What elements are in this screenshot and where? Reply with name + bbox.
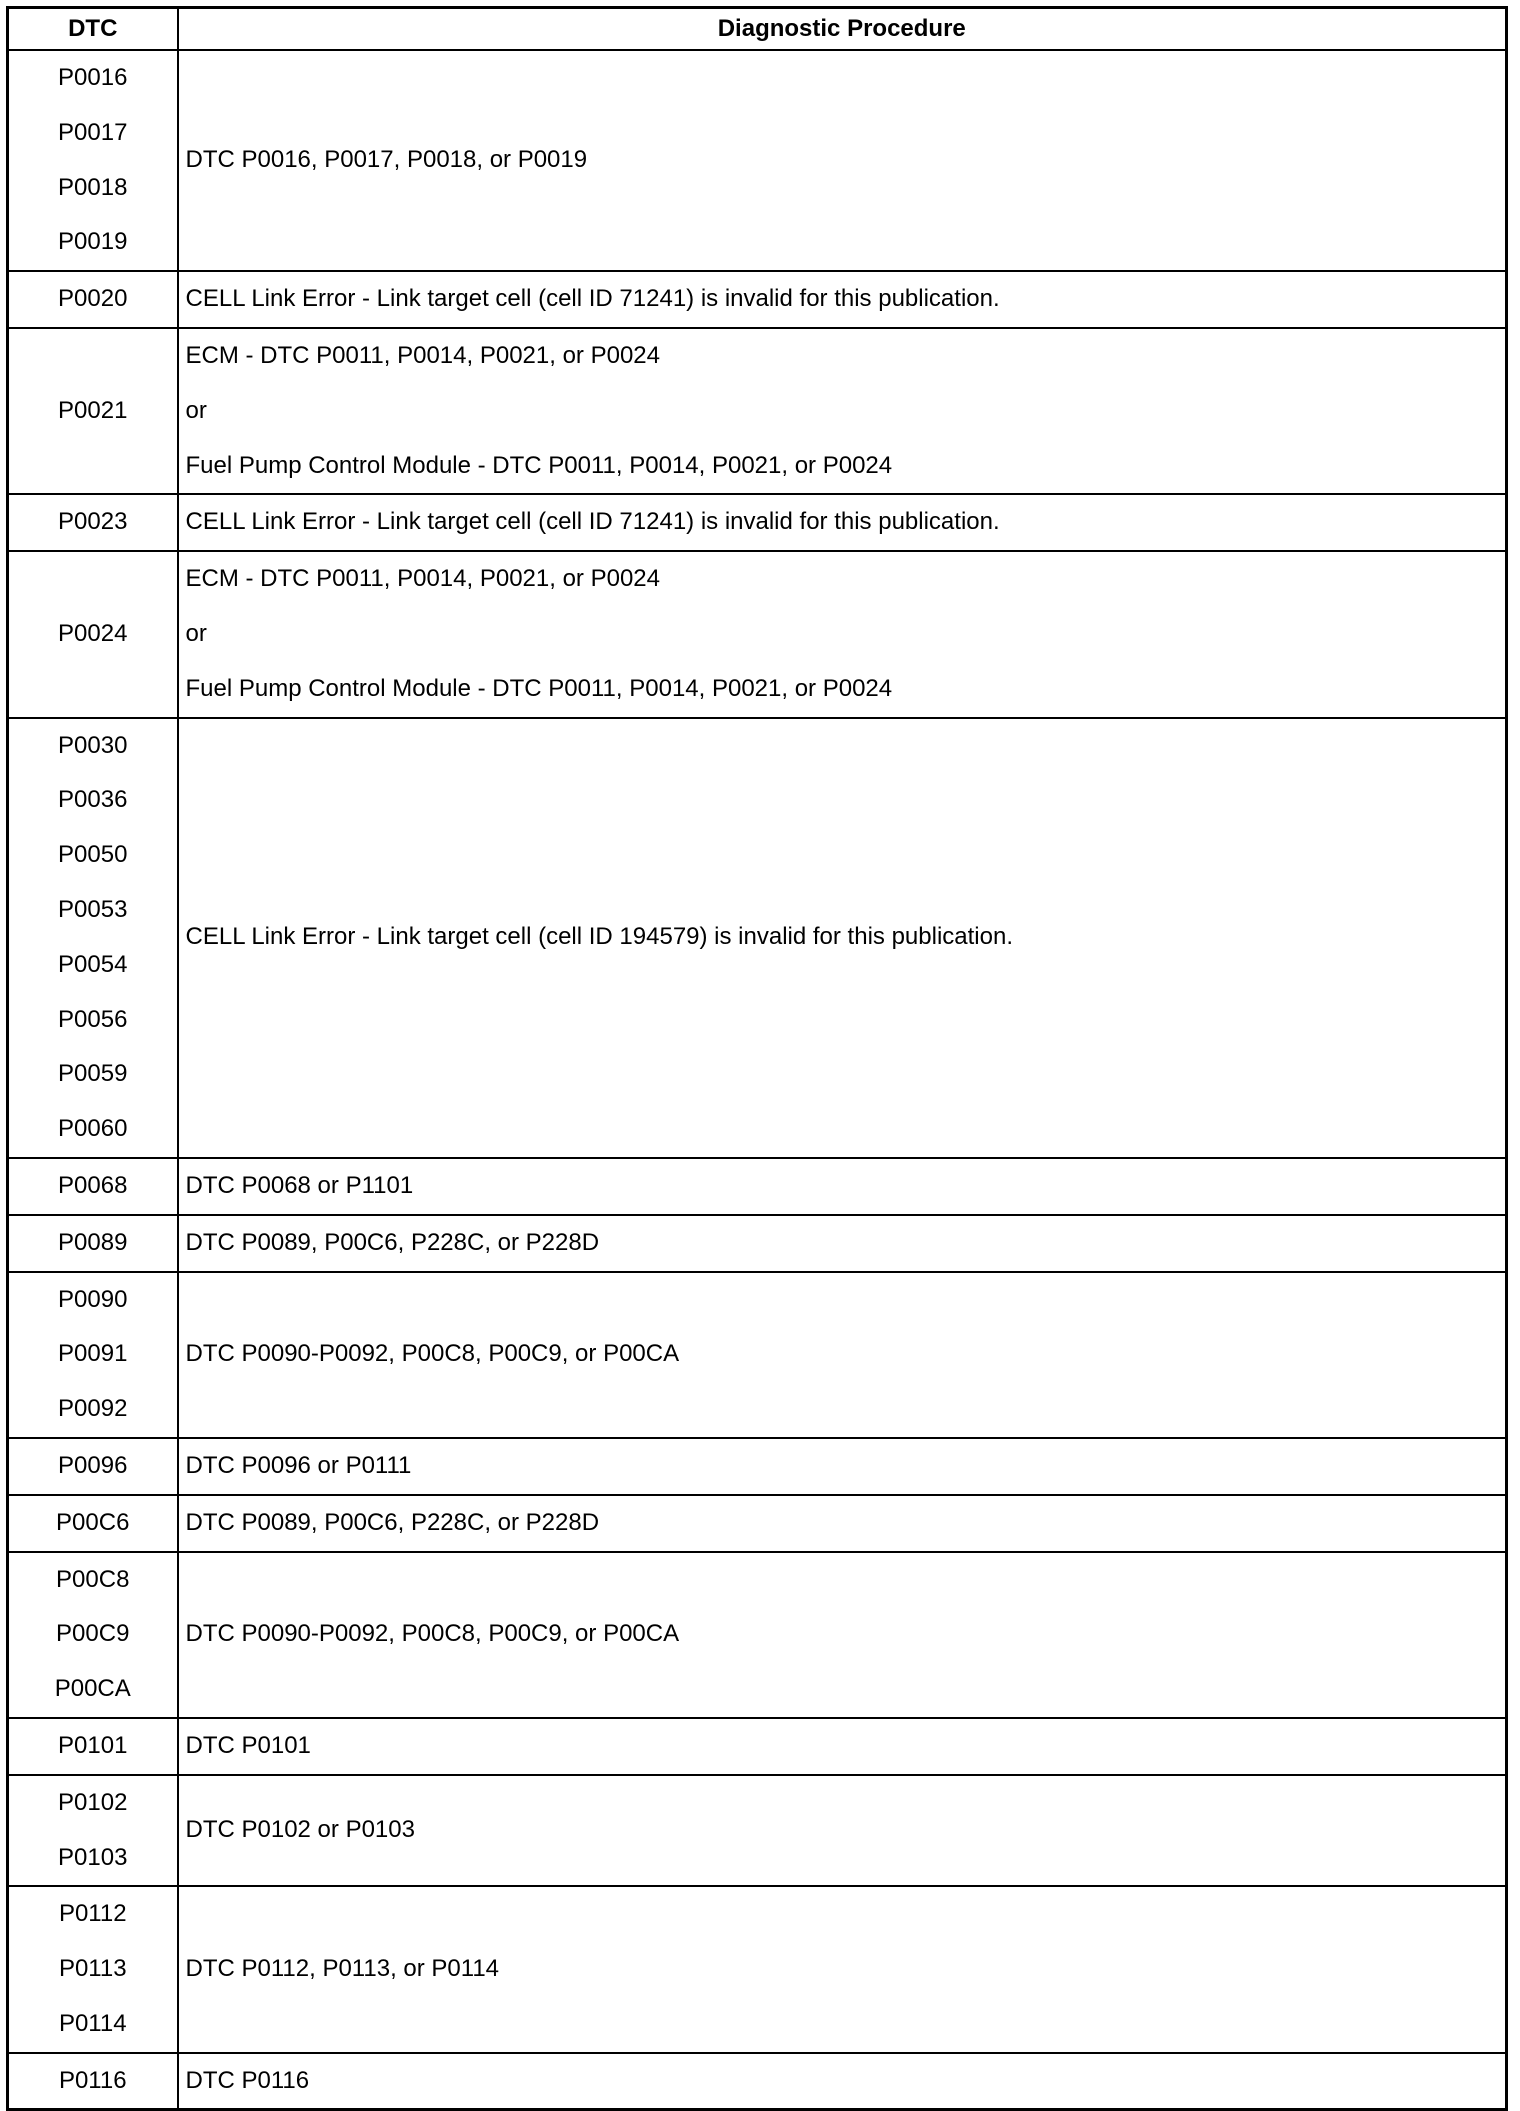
dtc-cell — [8, 1158, 178, 1215]
procedure-cell — [178, 271, 1507, 328]
procedure-cell — [178, 1552, 1507, 1718]
table-row — [8, 1215, 1507, 1272]
dtc-cell — [8, 1438, 178, 1495]
table-row — [8, 1718, 1507, 1775]
dtc-code: P0017 — [58, 118, 128, 146]
procedure-text: DTC P0096 or P0111 — [185, 1451, 412, 1479]
table-row — [8, 1272, 1507, 1438]
dtc-cell — [8, 2053, 178, 2110]
dtc-cell — [8, 50, 178, 271]
dtc-code: P0021 — [58, 396, 128, 424]
procedure-cell — [178, 1272, 1507, 1438]
dtc-code: P0020 — [58, 285, 128, 313]
procedure-cell — [178, 1215, 1507, 1272]
dtc-cell — [8, 1552, 178, 1718]
dtc-cell — [8, 271, 178, 328]
dtc-cell — [8, 718, 178, 1158]
dtc-code: P0019 — [58, 228, 128, 256]
procedure-cell — [178, 1886, 1507, 2052]
dtc-code: P0024 — [58, 619, 128, 647]
procedure-text: ECM - DTC P0011, P0014, P0021, or P0024 — [185, 341, 660, 369]
procedure-cell — [178, 1495, 1507, 1552]
dtc-code: P0054 — [58, 950, 128, 978]
dtc-code: P0089 — [58, 1228, 128, 1256]
header-row — [8, 8, 1507, 51]
procedure-cell — [178, 328, 1507, 494]
procedure-cell — [178, 1718, 1507, 1775]
dtc-code: P00CA — [54, 1675, 131, 1703]
dtc-code: P0050 — [58, 841, 128, 869]
table-row — [8, 1886, 1507, 2052]
dtc-cell — [8, 494, 178, 551]
procedure-cell — [178, 494, 1507, 551]
dtc-table — [6, 6, 1508, 2111]
procedure-text: Fuel Pump Control Module - DTC P0011, P0014, P0021, or P0024 — [185, 451, 893, 479]
procedure-cell — [178, 718, 1507, 1158]
dtc-code: P0056 — [58, 1005, 128, 1033]
procedure-text: CELL Link Error - Link target cell (cell ID 71241) is invalid for this publication. — [185, 508, 1000, 536]
procedure-text: DTC P0016, P0017, P0018, or P0019 — [185, 146, 588, 174]
dtc-code: P0059 — [58, 1060, 128, 1088]
procedure-text: DTC P0112, P0113, or P0114 — [185, 1955, 500, 1983]
procedure-text: ECM - DTC P0011, P0014, P0021, or P0024 — [185, 565, 660, 593]
procedure-text: Fuel Pump Control Module - DTC P0011, P0014, P0021, or P0024 — [185, 674, 893, 702]
table-row — [8, 551, 1507, 717]
table-row — [8, 271, 1507, 328]
procedure-text: DTC P0116 — [185, 2066, 310, 2094]
dtc-code: P0101 — [58, 1731, 128, 1759]
procedure-text: DTC P0090-P0092, P00C8, P00C9, or P00CA — [185, 1340, 680, 1368]
procedure-cell — [178, 1158, 1507, 1215]
dtc-code: P0103 — [58, 1843, 128, 1871]
procedure-text: CELL Link Error - Link target cell (cell ID 194579) is invalid for this publication. — [185, 923, 1013, 951]
dtc-code: P00C9 — [56, 1620, 130, 1648]
dtc-code: P0036 — [58, 786, 128, 814]
procedure-text: or — [185, 619, 207, 647]
procedure-text: DTC P0090-P0092, P00C8, P00C9, or P00CA — [185, 1620, 680, 1648]
table-row — [8, 50, 1507, 271]
table-row — [8, 718, 1507, 1158]
dtc-code: P00C6 — [56, 1508, 130, 1536]
table-row — [8, 1438, 1507, 1495]
dtc-code: P0114 — [58, 2009, 127, 2037]
dtc-code: P0018 — [58, 173, 128, 201]
procedure-text: DTC P0068 or P1101 — [185, 1171, 414, 1199]
dtc-code: P0068 — [58, 1171, 128, 1199]
dtc-code: P0023 — [58, 508, 128, 536]
dtc-code: P0112 — [58, 1900, 127, 1928]
dtc-code: P0102 — [58, 1788, 128, 1816]
procedure-column-header: Diagnostic Procedure — [178, 8, 1507, 51]
dtc-code: P0090 — [58, 1285, 128, 1313]
procedure-text: DTC P0089, P00C6, P228C, or P228D — [185, 1228, 600, 1256]
dtc-code: P0091 — [58, 1340, 128, 1368]
dtc-code: P0092 — [58, 1395, 128, 1423]
dtc-cell — [8, 328, 178, 494]
dtc-code: P0096 — [58, 1451, 128, 1479]
dtc-cell — [8, 1495, 178, 1552]
dtc-code: P0030 — [58, 731, 128, 759]
table-row — [8, 328, 1507, 494]
dtc-cell — [8, 1272, 178, 1438]
procedure-cell — [178, 50, 1507, 271]
dtc-code: P0016 — [58, 64, 128, 91]
procedure-text: DTC P0089, P00C6, P228C, or P228D — [185, 1508, 600, 1536]
table-row — [8, 2053, 1507, 2110]
dtc-code: P0116 — [58, 2066, 127, 2094]
dtc-cell — [8, 1215, 178, 1272]
table-row — [8, 1495, 1507, 1552]
table-row — [8, 1158, 1507, 1215]
procedure-cell — [178, 1775, 1507, 1887]
dtc-column-header: DTC — [8, 8, 178, 51]
procedure-cell — [178, 1438, 1507, 1495]
dtc-code: P00C8 — [56, 1565, 130, 1593]
procedure-text: or — [185, 396, 207, 424]
table-row — [8, 1552, 1507, 1718]
table-row — [8, 494, 1507, 551]
procedure-cell — [178, 2053, 1507, 2110]
table-body — [8, 50, 1507, 2110]
dtc-code: P0113 — [58, 1955, 127, 1983]
procedure-text: CELL Link Error - Link target cell (cell ID 71241) is invalid for this publication. — [185, 285, 1000, 313]
table-row — [8, 1775, 1507, 1887]
procedure-text: DTC P0102 or P0103 — [185, 1816, 415, 1844]
procedure-cell — [178, 551, 1507, 717]
procedure-text: DTC P0101 — [185, 1731, 311, 1759]
dtc-cell — [8, 1886, 178, 2052]
dtc-code: P0053 — [58, 895, 128, 923]
dtc-cell — [8, 1775, 178, 1887]
dtc-code: P0060 — [58, 1115, 128, 1143]
dtc-cell — [8, 1718, 178, 1775]
dtc-cell — [8, 551, 178, 717]
